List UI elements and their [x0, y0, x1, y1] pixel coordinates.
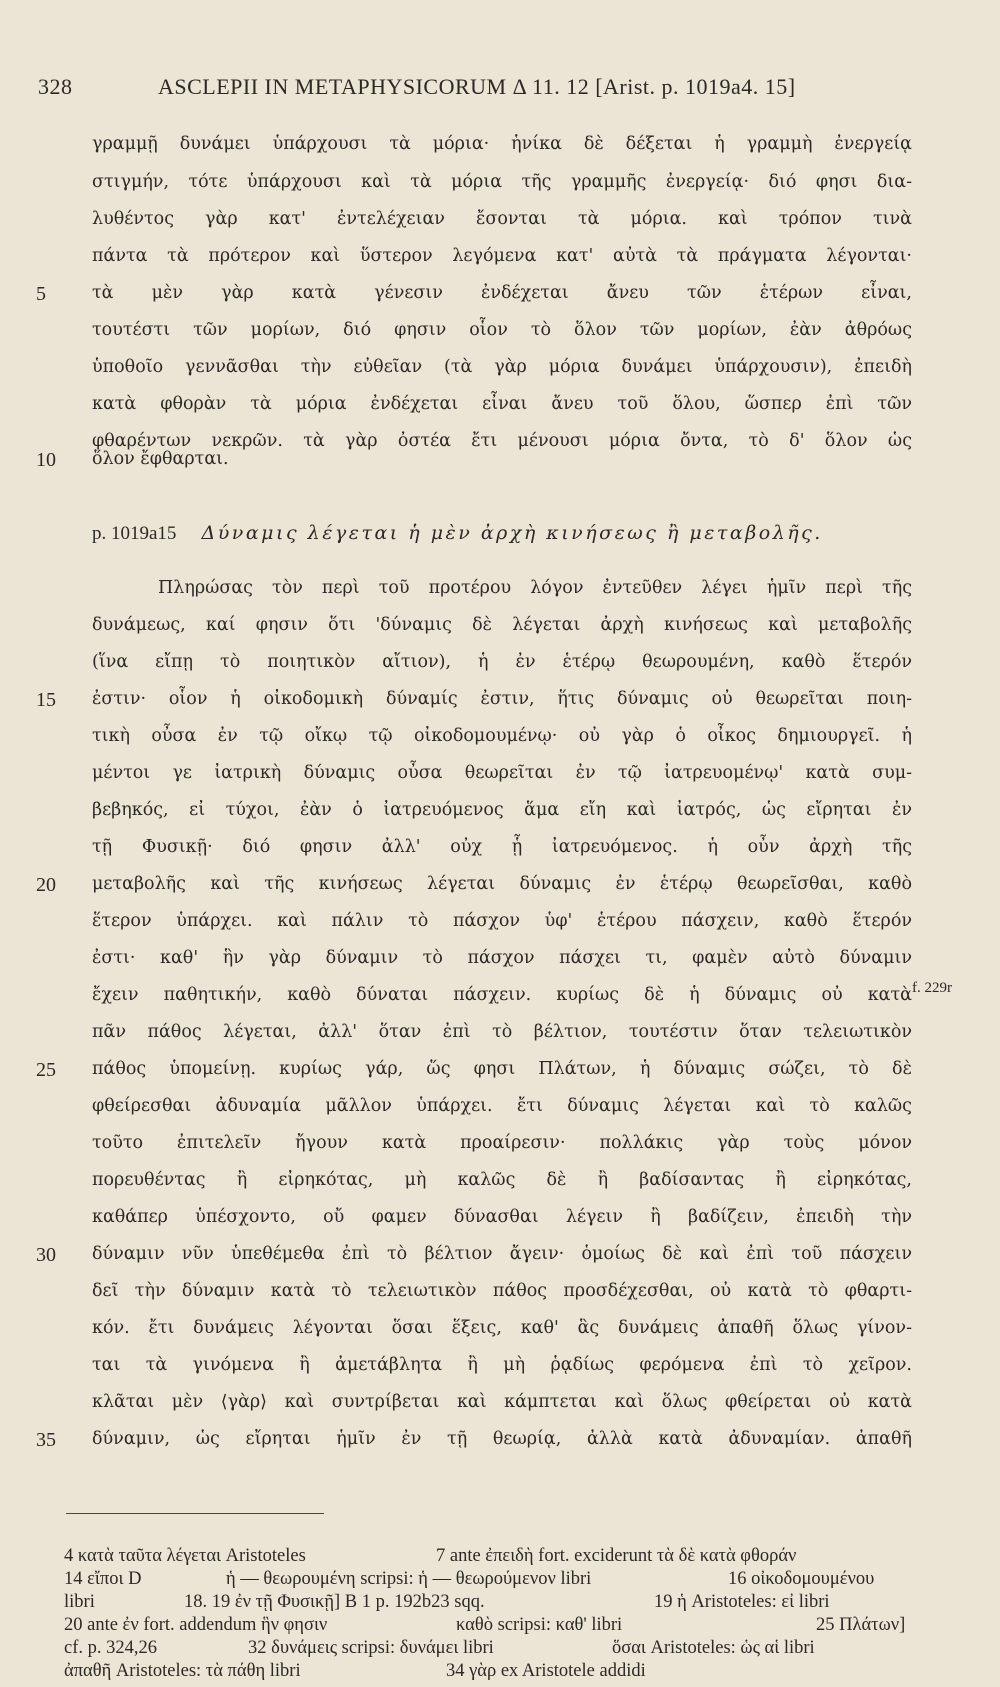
text-line: πορευθέντας ἢ εἰρηκότας, μὴ καλῶς δὲ ἢ βαδίσαντας ἢ εἰρηκότας, — [92, 1170, 912, 1190]
text-line: γραμμῇ δυνάμει ὑπάρχουσι τὰ μόρια· ἡνίκα δὲ δέξεται ἡ γραμμὴ ἐνεργείᾳ — [92, 134, 912, 154]
line-number: 30 — [36, 1244, 56, 1266]
footnote: ὅσαι Aristoteles: ὡς αἱ libri — [612, 1638, 815, 1658]
text-line: ἐστιν· οἷον ἡ οἰκοδομικὴ δύναμίς ἐστιν, ἥτις δύναμις οὐ θεωρεῖται ποιη- — [92, 689, 912, 709]
text-line: φθείρεσθαι ἀδυναμία μᾶλλον ὑπάρχει. ἔτι δύναμις λέγεται καὶ τὸ καλῶς — [92, 1096, 912, 1116]
footnote: 34 γὰρ ex Aristotele addidi — [446, 1661, 646, 1681]
text-line: τουτέστι τῶν μορίων, διό φησιν οἷον τὸ ὅλον τῶν μορίων, ἐὰν ἀθρόως — [92, 320, 912, 340]
line-number: 5 — [36, 283, 46, 305]
text-line: κόν. ἔτι δυνάμεις λέγονται ὅσαι ἕξεις, καθ' ἃς δυνάμεις ἀπαθῆ ὅλως γίνον- — [92, 1318, 912, 1338]
footnote: 7 ante ἐπειδὴ fort. exciderunt τὰ δὲ κατὰ φθοράν — [436, 1546, 797, 1566]
text-line: βεβηκός, εἰ τύχοι, ἐὰν ὁ ἰατρευόμενος ἅμα εἴη καὶ ἰατρός, ὡς εἴρηται ἐν — [92, 800, 912, 820]
text-line: μεταβολῆς καὶ τῆς κινήσεως λέγεται δύναμις ἐν ἑτέρῳ θεωρεῖσθαι, καθὸ — [92, 874, 912, 894]
text-line: τῇ Φυσικῇ· διό φησιν ἀλλ' οὐχ ᾗ ἰατρευόμενος. ἡ οὖν ἀρχὴ τῆς — [92, 837, 912, 857]
footnote: 25 Πλάτων] — [816, 1615, 906, 1635]
lemma — [92, 522, 922, 545]
text-line: καθάπερ ὑπέσχοντο, οὔ φαμεν δύνασθαι λέγειν ἢ βαδίζειν, ἐπειδὴ τὴν — [92, 1207, 912, 1227]
text-line: κατὰ φθορὰν τὰ μόρια ἐνδέχεται εἶναι ἄνευ τοῦ ὅλου, ὥσπερ ἐπὶ τῶν — [92, 394, 912, 414]
text-line: πάθος ὑπομείνῃ. κυρίως γάρ, ὥς φησι Πλάτων, ἡ δύναμις σώζει, τὸ δὲ — [92, 1059, 912, 1079]
line-number: 25 — [36, 1059, 56, 1081]
text-line: λυθέντος γὰρ κατ' ἐντελέχειαν ἔσονται τὰ μόρια. καὶ τρόπον τινὰ — [92, 209, 912, 229]
text-line: δύναμιν, ὡς εἴρηται ἡμῖν ἐν τῇ θεωρίᾳ, ἀλλὰ κατὰ ἀδυναμίαν. ἀπαθῆ — [92, 1429, 912, 1449]
footnote: 14 εἴποι D — [64, 1569, 142, 1589]
text-line: ται τὰ γινόμενα ἢ ἀμετάβλητα ἢ μὴ ῥᾳδίως φερόμενα ἐπὶ τὸ χεῖρον. — [92, 1355, 912, 1375]
text-line: στιγμήν, τότε ὑπάρχουσι καὶ τὰ μόρια τῆς γραμμῆς ἐνεργείᾳ· διό φησι δια- — [92, 172, 912, 192]
text-line: ὑποθοῖο γεννᾶσθαι τὴν εὐθεῖαν (τὰ γὰρ μόρια δυνάμει ὑπάρχουσιν), ἐπειδὴ — [92, 357, 912, 377]
footnote-rule — [66, 1513, 324, 1514]
lemma-reference: p. 1019a15 — [92, 523, 177, 544]
footnote: libri — [64, 1592, 95, 1612]
footnote: 4 κατὰ ταῦτα λέγεται Aristoteles — [64, 1546, 306, 1566]
text-line: πᾶν πάθος λέγεται, ἀλλ' ὅταν ἐπὶ τὸ βέλτιον, τουτέστιν ὅταν τελειωτικὸν — [92, 1022, 912, 1042]
text-line: ἕτερον ὑπάρχει. καὶ πάλιν τὸ πάσχον ὑφ' ἑτέρου πάσχειν, καθὸ ἕτερόν — [92, 911, 912, 931]
folio-marker: f. 229r — [912, 980, 952, 996]
footnote: cf. p. 324,26 — [64, 1638, 157, 1658]
footnote: 20 ante ἐν fort. addendum ἣν φησιν — [64, 1615, 328, 1635]
text-line: τὰ μὲν γὰρ κατὰ γένεσιν ἐνδέχεται ἄνευ τῶν ἑτέρων εἶναι, — [92, 283, 912, 303]
text-line: δεῖ τὴν δύναμιν κατὰ τὸ τελειωτικὸν πάθος προσδέχεσθαι, οὐ κατὰ τὸ φθαρτι- — [92, 1281, 912, 1301]
footnote: 19 ἡ Aristoteles: εἰ libri — [654, 1592, 830, 1612]
text-line: Πληρώσας τὸν περὶ τοῦ προτέρου λόγον ἐντεῦθεν λέγει ἡμῖν περὶ τῆς — [158, 578, 912, 598]
text-line: ὅλον ἔφθαρται. — [92, 449, 229, 469]
text-line: τοῦτο ἐπιτελεῖν ἤγουν κατὰ προαίρεσιν· πολλάκις γὰρ τοὺς μόνον — [92, 1133, 912, 1153]
lemma-text: Δύναμις λέγεται ἡ μὲν ἀρχὴ κινήσεως ἢ μεταβολῆς. — [201, 522, 823, 544]
running-title: ASCLEPII IN METAPHYSICORUM Δ 11. 12 [Arist. p. 1019a4. 15] — [158, 74, 796, 99]
text-line: κλᾶται μὲν ⟨γὰρ⟩ καὶ συντρίβεται καὶ κάμπτεται καὶ ὅλως φθείρεται οὐ κατὰ — [92, 1392, 912, 1412]
text-line: ἐστι· καθ' ἣν γὰρ δύναμιν τὸ πάσχον πάσχει τι, φαμὲν αὐτὸ δύναμιν — [92, 948, 912, 968]
footnote: 18. 19 ἐν τῇ Φυσικῇ] B 1 p. 192b23 sqq. — [184, 1592, 485, 1612]
text-line: ἔχειν παθητικήν, καθὸ δύναται πάσχειν. κυρίως δὲ ἡ δύναμις οὐ κατὰ — [92, 985, 912, 1005]
line-number: 20 — [36, 874, 56, 896]
line-number: 15 — [36, 689, 56, 711]
text-line: τικὴ οὖσα ἐν τῷ οἴκῳ τῷ οἰκοδομουμένῳ· οὐ γὰρ ὁ οἶκος δημιουργεῖ. ἡ — [92, 726, 912, 746]
footnote: 32 δυνάμεις scripsi: δυνάμει libri — [248, 1638, 494, 1658]
footnote: ἀπαθῆ Aristoteles: τὰ πάθη libri — [64, 1661, 301, 1681]
line-number: 10 — [36, 449, 56, 471]
text-line: πάντα τὰ πρότερον καὶ ὕστερον λεγόμενα κατ' αὐτὰ τὰ πράγματα λέγονται· — [92, 246, 912, 266]
footnote: καθὸ scripsi: καθ' libri — [456, 1615, 623, 1635]
page-number: 328 — [38, 74, 73, 99]
footnote: ἡ — θεωρουμένη scripsi: ἡ — θεωρούμενον libri — [226, 1569, 592, 1589]
text-line: μέντοι γε ἰατρικὴ δύναμις οὖσα θεωρεῖται ἐν τῷ ἰατρευομένῳ' κατὰ συμ- — [92, 763, 912, 783]
line-number: 35 — [36, 1429, 56, 1451]
footnote: 16 οἰκοδομουμένου — [728, 1569, 875, 1589]
text-line: φθαρέντων νεκρῶν. τὰ γὰρ ὀστέα ἔτι μένουσι μόρια ὄντα, τὸ δ' ὅλον ὡς — [92, 431, 912, 451]
text-line: δύναμιν νῦν ὑπεθέμεθα ἐπὶ τὸ βέλτιον ἄγειν· ὁμοίως δὲ καὶ ἐπὶ τοῦ πάσχειν — [92, 1244, 912, 1264]
text-line: δυνάμεως, καί φησιν ὅτι 'δύναμις δὲ λέγεται ἀρχὴ κινήσεως καὶ μεταβολῆς — [92, 615, 912, 635]
text-line: (ἵνα εἴπῃ τὸ ποιητικὸν αἴτιον), ἡ ἐν ἑτέρῳ θεωρουμένη, καθὸ ἕτερόν — [92, 652, 912, 672]
